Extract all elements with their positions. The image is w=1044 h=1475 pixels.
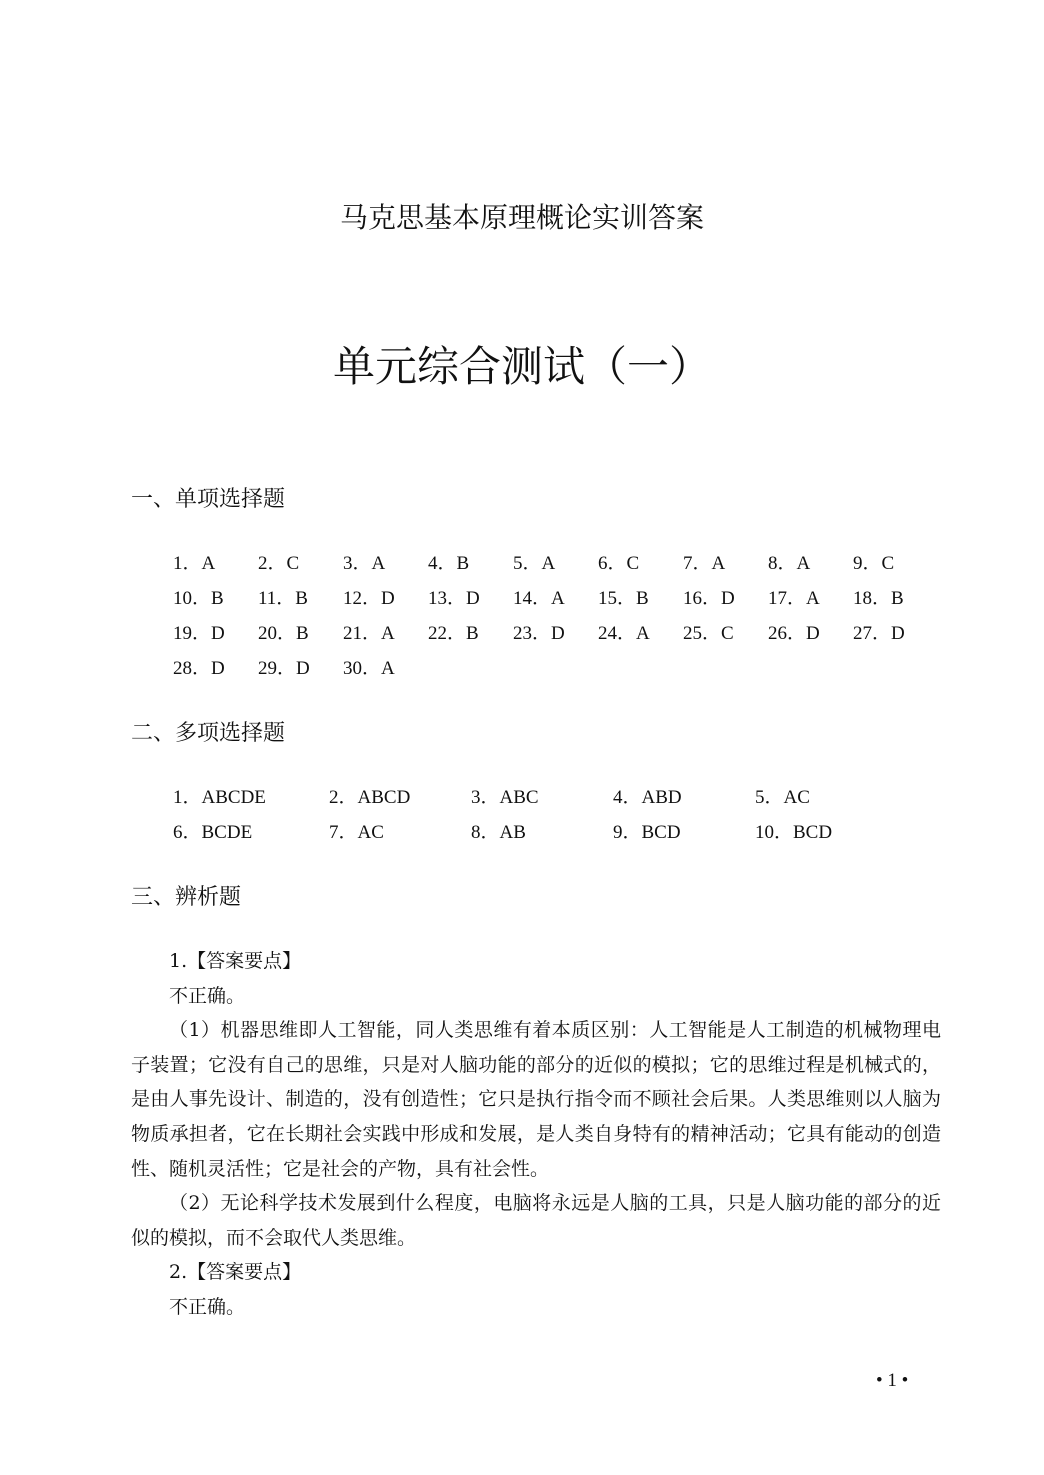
answer-item: 11．B xyxy=(258,588,308,609)
answer-item: 16．D xyxy=(683,588,735,609)
answer-item: 6．BCDE xyxy=(173,822,253,843)
answer-item: 1．ABCDE xyxy=(173,787,266,808)
answer-key-heading: 1.【答案要点】 xyxy=(169,950,302,972)
answer-item: 15．B xyxy=(598,588,649,609)
section-heading-multiple-choice: 二、多项选择题 xyxy=(131,721,286,746)
answer-item: 7．A xyxy=(683,553,726,574)
answer-item: 23．D xyxy=(513,623,565,644)
answer-item: 17．A xyxy=(768,588,820,609)
answer-item: 9．C xyxy=(853,553,895,574)
answer-paragraph: （2）无论科学技术发展到什么程度，电脑将永远是人脑的工具，只是人脑功能的部分的近似的模拟，而不会取代人类思维。 xyxy=(131,1192,941,1249)
answer-item: 24．A xyxy=(598,623,650,644)
section-heading-single-choice: 一、单项选择题 xyxy=(131,487,286,512)
answer-item: 5．AC xyxy=(755,787,810,808)
answer-item: 22．B xyxy=(428,623,479,644)
answer-item: 7．AC xyxy=(329,822,384,843)
page-number: • 1 • xyxy=(876,1370,909,1391)
answer-item: 5．A xyxy=(513,553,556,574)
answer-key-heading: 2.【答案要点】 xyxy=(169,1261,302,1284)
unit-title: 单元综合测试（一） xyxy=(332,342,711,391)
answer-item: 10．BCD xyxy=(755,822,833,843)
answer-item: 14．A xyxy=(513,588,565,609)
answer-item: 18．B xyxy=(853,588,904,609)
answer-item: 13．D xyxy=(428,588,480,609)
answer-item: 3．A xyxy=(343,553,386,574)
section-heading-analysis: 三、辨析题 xyxy=(131,885,242,910)
single-choice-answer-grid xyxy=(173,546,938,686)
answer-item: 27．D xyxy=(853,623,905,644)
answer-item: 21．A xyxy=(343,623,395,644)
answer-item: 8．AB xyxy=(471,822,526,843)
multiple-choice-answer-grid xyxy=(173,780,897,850)
answer-item: 26．D xyxy=(768,623,820,644)
answer-item: 2．ABCD xyxy=(329,787,411,808)
answer-item: 20．B xyxy=(258,623,309,644)
answer-item: 9．BCD xyxy=(613,822,681,843)
answer-verdict: 不正确。 xyxy=(169,1295,246,1318)
answer-item: 30．A xyxy=(343,658,395,679)
answer-item: 4．ABD xyxy=(613,787,682,808)
answer-paragraph: （1）机器思维即人工智能，同人类思维有着本质区别：人工智能是人工制造的机械物理电子装置；它没有自己的思维，只是对人脑功能的部分的近似的模拟；它的思维过程是机械式的，是由人事先设计、制造的，没有创造性；它只是执行指令而不顾社会后果。人类思维则以人脑为物质承担者，它在长期社会实践中形成和发展，是人类自身特有的精神活动；它具有能动的创造性、随机灵活性；它是社会的产物，具有社会性。 xyxy=(131,1019,941,1180)
answer-item: 10．B xyxy=(173,588,224,609)
answer-item: 28．D xyxy=(173,658,225,679)
answer-item: 4．B xyxy=(428,553,470,574)
answer-item: 2．C xyxy=(258,553,300,574)
answer-item: 29．D xyxy=(258,658,310,679)
answer-item: 19．D xyxy=(173,623,225,644)
answer-verdict: 不正确。 xyxy=(169,984,246,1007)
answer-item: 3．ABC xyxy=(471,787,539,808)
answer-item: 6．C xyxy=(598,553,640,574)
answer-item: 8．A xyxy=(768,553,811,574)
answer-item: 1．A xyxy=(173,553,216,574)
answer-item: 25．C xyxy=(683,623,734,644)
document-title: 马克思基本原理概论实训答案 xyxy=(339,201,704,234)
answer-item: 12．D xyxy=(343,588,395,609)
analysis-answers xyxy=(131,944,941,1325)
